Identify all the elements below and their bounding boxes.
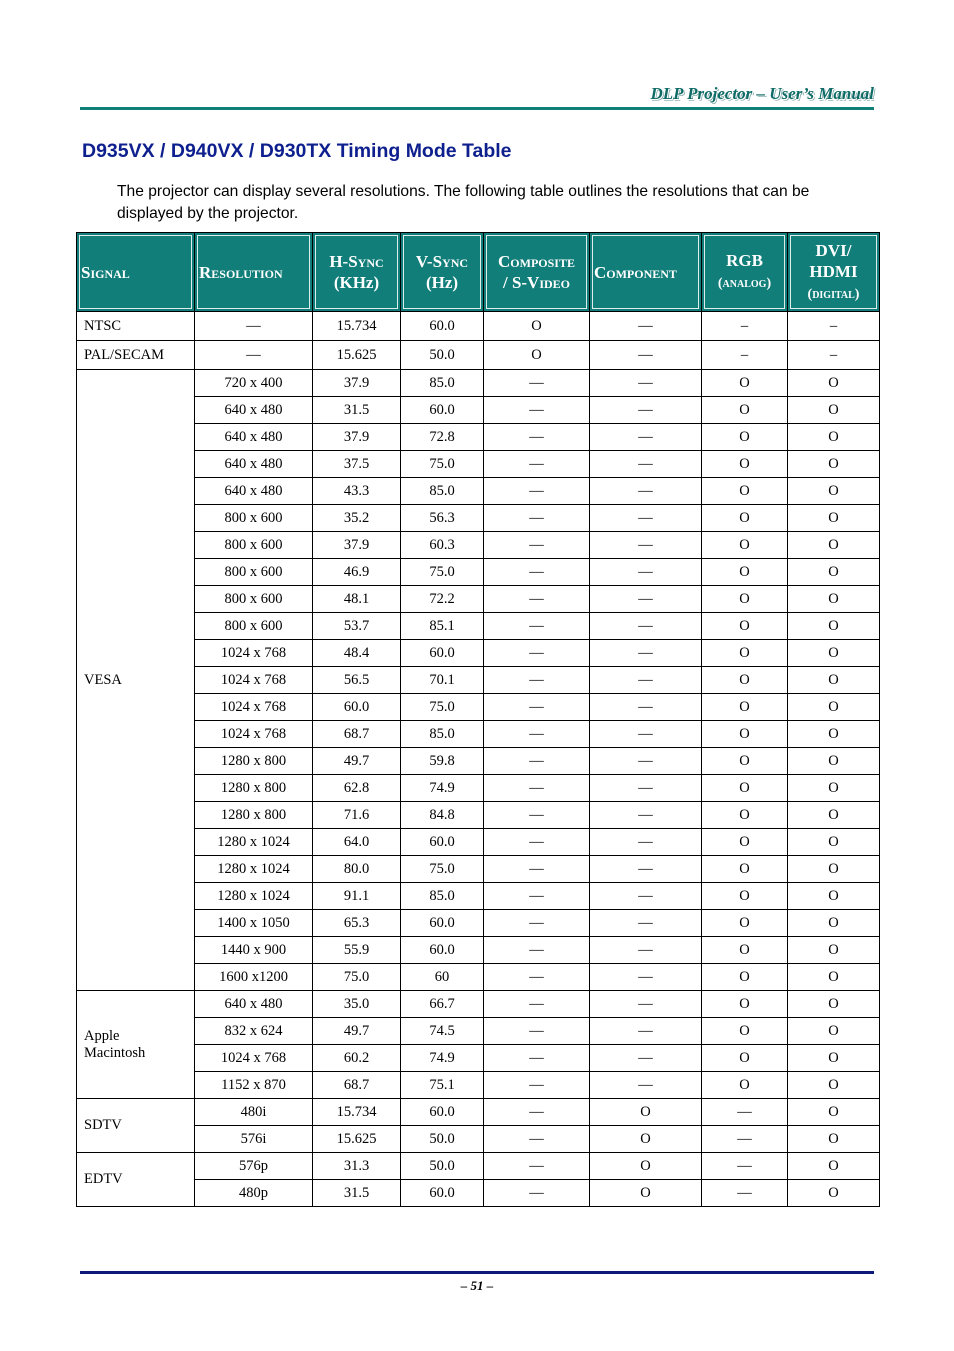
table-row [77,883,880,910]
cell-dvi-hdmi: O [788,991,880,1018]
cell-resolution: 640 x 480 [195,451,313,478]
cell-rgb: O [702,1018,788,1045]
cell-v-sync: 60.0 [401,1099,484,1126]
cell-component: — [590,937,702,964]
cell-h-sync: 49.7 [313,1018,401,1045]
cell-resolution: 576p [195,1153,313,1180]
table-row [77,1126,880,1153]
cell-rgb: O [702,559,788,586]
cell-component: — [590,312,702,341]
cell-component: — [590,883,702,910]
table-row [77,721,880,748]
cell-resolution: 1280 x 800 [195,775,313,802]
cell-rgb: O [702,1045,788,1072]
cell-dvi-hdmi: O [788,1045,880,1072]
cell-dvi-hdmi: O [788,667,880,694]
cell-signal: EDTV [77,1153,195,1207]
timing-mode-table [76,232,880,1207]
table-row [77,1099,880,1126]
cell-component: — [590,964,702,991]
table-row [77,424,880,451]
cell-rgb: O [702,856,788,883]
cell-component: — [590,532,702,559]
cell-dvi-hdmi: O [788,883,880,910]
cell-composite: — [484,424,590,451]
cell-dvi-hdmi: O [788,505,880,532]
header-h-sync: H-Sync (KHz) [313,233,401,312]
cell-dvi-hdmi: O [788,802,880,829]
cell-v-sync: 85.1 [401,613,484,640]
cell-composite: O [484,312,590,341]
header-signal: Signal [77,233,195,312]
cell-resolution: 800 x 600 [195,613,313,640]
cell-resolution: 640 x 480 [195,991,313,1018]
cell-v-sync: 56.3 [401,505,484,532]
cell-v-sync: 60.0 [401,937,484,964]
cell-rgb: O [702,964,788,991]
cell-resolution: 1280 x 1024 [195,829,313,856]
cell-v-sync: 50.0 [401,1153,484,1180]
cell-rgb: — [702,1180,788,1207]
cell-composite: — [484,532,590,559]
cell-h-sync: 75.0 [313,964,401,991]
cell-h-sync: 37.5 [313,451,401,478]
cell-h-sync: 48.4 [313,640,401,667]
table-row [77,802,880,829]
cell-h-sync: 15.734 [313,312,401,341]
cell-v-sync: 75.0 [401,451,484,478]
cell-component: — [590,856,702,883]
table-row [77,667,880,694]
cell-resolution: 1600 x1200 [195,964,313,991]
cell-resolution: 1440 x 900 [195,937,313,964]
cell-component: — [590,667,702,694]
cell-resolution: 1400 x 1050 [195,910,313,937]
cell-composite: — [484,1099,590,1126]
cell-dvi-hdmi: O [788,964,880,991]
cell-h-sync: 37.9 [313,424,401,451]
cell-resolution: 1024 x 768 [195,694,313,721]
cell-composite: — [484,991,590,1018]
table-row [77,586,880,613]
cell-h-sync: 56.5 [313,667,401,694]
cell-h-sync: 60.2 [313,1045,401,1072]
cell-component: — [590,586,702,613]
cell-v-sync: 85.0 [401,370,484,397]
cell-h-sync: 68.7 [313,1072,401,1099]
cell-v-sync: 60.0 [401,312,484,341]
cell-h-sync: 35.0 [313,991,401,1018]
cell-composite: — [484,829,590,856]
cell-dvi-hdmi: O [788,559,880,586]
cell-resolution: 1280 x 1024 [195,883,313,910]
cell-h-sync: 15.625 [313,1126,401,1153]
cell-resolution: — [195,312,313,341]
cell-signal: NTSC [77,312,195,341]
cell-component: — [590,613,702,640]
table-row [77,341,880,370]
cell-rgb: O [702,802,788,829]
cell-component: O [590,1099,702,1126]
cell-component: O [590,1153,702,1180]
cell-composite: — [484,802,590,829]
cell-rgb: O [702,613,788,640]
cell-resolution: 480p [195,1180,313,1207]
cell-v-sync: 60 [401,964,484,991]
cell-v-sync: 75.0 [401,694,484,721]
cell-component: — [590,910,702,937]
cell-h-sync: 60.0 [313,694,401,721]
cell-dvi-hdmi: O [788,424,880,451]
cell-composite: — [484,1018,590,1045]
cell-rgb: O [702,1072,788,1099]
cell-rgb: O [702,829,788,856]
cell-composite: — [484,775,590,802]
cell-composite: — [484,694,590,721]
cell-v-sync: 74.9 [401,1045,484,1072]
cell-dvi-hdmi: O [788,1018,880,1045]
cell-dvi-hdmi: O [788,1099,880,1126]
cell-resolution: 720 x 400 [195,370,313,397]
cell-component: — [590,991,702,1018]
cell-component: — [590,721,702,748]
table-row [77,613,880,640]
cell-v-sync: 60.0 [401,910,484,937]
cell-resolution: 800 x 600 [195,559,313,586]
cell-composite: — [484,1126,590,1153]
cell-h-sync: 31.3 [313,1153,401,1180]
cell-resolution: 1280 x 1024 [195,856,313,883]
cell-h-sync: 49.7 [313,748,401,775]
cell-rgb: O [702,397,788,424]
cell-v-sync: 60.0 [401,829,484,856]
cell-composite: — [484,640,590,667]
cell-dvi-hdmi: – [788,312,880,341]
cell-h-sync: 91.1 [313,883,401,910]
cell-rgb: — [702,1099,788,1126]
cell-v-sync: 50.0 [401,1126,484,1153]
cell-rgb: O [702,478,788,505]
cell-h-sync: 62.8 [313,775,401,802]
table-row [77,640,880,667]
cell-component: — [590,1045,702,1072]
cell-rgb: O [702,694,788,721]
cell-resolution: 800 x 600 [195,505,313,532]
table-row [77,559,880,586]
cell-v-sync: 66.7 [401,991,484,1018]
cell-composite: — [484,478,590,505]
cell-component: — [590,694,702,721]
cell-resolution: 1280 x 800 [195,802,313,829]
cell-component: — [590,1072,702,1099]
cell-signal: VESA [77,370,195,991]
cell-rgb: O [702,586,788,613]
cell-component: — [590,829,702,856]
header-divider [80,107,874,110]
cell-rgb: O [702,910,788,937]
cell-component: — [590,802,702,829]
cell-v-sync: 59.8 [401,748,484,775]
table-row [77,748,880,775]
cell-composite: — [484,721,590,748]
cell-h-sync: 64.0 [313,829,401,856]
cell-dvi-hdmi: O [788,532,880,559]
cell-rgb: O [702,748,788,775]
cell-dvi-hdmi: O [788,856,880,883]
cell-h-sync: 68.7 [313,721,401,748]
cell-dvi-hdmi: O [788,586,880,613]
cell-v-sync: 60.0 [401,397,484,424]
header-dvi-hdmi: DVI/ HDMI (digital) [788,233,880,312]
table-row [77,775,880,802]
cell-dvi-hdmi: O [788,478,880,505]
cell-composite: — [484,910,590,937]
cell-component: — [590,748,702,775]
cell-rgb: O [702,370,788,397]
cell-dvi-hdmi: O [788,451,880,478]
cell-v-sync: 60.0 [401,1180,484,1207]
cell-dvi-hdmi: O [788,721,880,748]
cell-v-sync: 85.0 [401,721,484,748]
header-resolution: Resolution [195,233,313,312]
table-row [77,1153,880,1180]
cell-rgb: – [702,341,788,370]
cell-v-sync: 74.9 [401,775,484,802]
cell-composite: — [484,505,590,532]
cell-resolution: — [195,341,313,370]
cell-component: — [590,451,702,478]
cell-composite: — [484,613,590,640]
cell-resolution: 1024 x 768 [195,667,313,694]
cell-signal: Apple Macintosh [77,991,195,1099]
cell-v-sync: 60.3 [401,532,484,559]
cell-v-sync: 72.8 [401,424,484,451]
cell-resolution: 640 x 480 [195,424,313,451]
cell-rgb: – [702,312,788,341]
table-row [77,478,880,505]
cell-rgb: O [702,721,788,748]
cell-h-sync: 80.0 [313,856,401,883]
cell-resolution: 1152 x 870 [195,1072,313,1099]
table-row [77,937,880,964]
table-body [77,312,880,1207]
cell-dvi-hdmi: O [788,370,880,397]
cell-h-sync: 43.3 [313,478,401,505]
table-row [77,991,880,1018]
cell-dvi-hdmi: O [788,640,880,667]
table-row [77,397,880,424]
cell-v-sync: 75.1 [401,1072,484,1099]
cell-rgb: O [702,505,788,532]
table-row [77,451,880,478]
cell-dvi-hdmi: O [788,397,880,424]
table-row [77,694,880,721]
table-row [77,1072,880,1099]
header-v-sync: V-Sync (Hz) [401,233,484,312]
cell-resolution: 832 x 624 [195,1018,313,1045]
cell-rgb: — [702,1153,788,1180]
cell-signal: PAL/SECAM [77,341,195,370]
cell-composite: — [484,586,590,613]
cell-rgb: O [702,937,788,964]
cell-rgb: — [702,1126,788,1153]
table-header-row [77,233,880,312]
cell-h-sync: 31.5 [313,397,401,424]
cell-v-sync: 75.0 [401,559,484,586]
cell-h-sync: 53.7 [313,613,401,640]
cell-resolution: 800 x 600 [195,586,313,613]
cell-resolution: 640 x 480 [195,397,313,424]
cell-dvi-hdmi: O [788,775,880,802]
section-title: D935VX / D940VX / D930TX Timing Mode Table [82,140,512,162]
cell-v-sync: 72.2 [401,586,484,613]
cell-v-sync: 85.0 [401,478,484,505]
intro-paragraph: The projector can display several resolutions. The following table outlines the resolutions that can be displayed by the projector. [117,183,810,222]
cell-composite: — [484,667,590,694]
cell-dvi-hdmi: O [788,613,880,640]
table-row [77,910,880,937]
cell-component: — [590,341,702,370]
cell-h-sync: 48.1 [313,586,401,613]
cell-composite: — [484,748,590,775]
cell-v-sync: 60.0 [401,640,484,667]
cell-dvi-hdmi: O [788,748,880,775]
cell-composite: — [484,883,590,910]
cell-component: — [590,775,702,802]
cell-component: — [590,640,702,667]
cell-h-sync: 31.5 [313,1180,401,1207]
cell-dvi-hdmi: O [788,1180,880,1207]
cell-signal: SDTV [77,1099,195,1153]
cell-h-sync: 37.9 [313,370,401,397]
cell-component: O [590,1180,702,1207]
cell-component: — [590,370,702,397]
cell-resolution: 1024 x 768 [195,1045,313,1072]
cell-dvi-hdmi: O [788,1072,880,1099]
cell-h-sync: 37.9 [313,532,401,559]
cell-resolution: 576i [195,1126,313,1153]
cell-component: — [590,505,702,532]
cell-component: — [590,559,702,586]
cell-dvi-hdmi: – [788,341,880,370]
cell-dvi-hdmi: O [788,1153,880,1180]
cell-rgb: O [702,640,788,667]
cell-dvi-hdmi: O [788,910,880,937]
cell-resolution: 1024 x 768 [195,721,313,748]
cell-v-sync: 84.8 [401,802,484,829]
cell-component: — [590,1018,702,1045]
table-row [77,505,880,532]
footer-divider [80,1271,874,1274]
table-row [77,856,880,883]
cell-h-sync: 65.3 [313,910,401,937]
cell-rgb: O [702,883,788,910]
cell-rgb: O [702,991,788,1018]
cell-resolution: 1024 x 768 [195,640,313,667]
cell-composite: — [484,964,590,991]
cell-h-sync: 71.6 [313,802,401,829]
cell-v-sync: 85.0 [401,883,484,910]
table-row [77,1180,880,1207]
cell-resolution: 480i [195,1099,313,1126]
cell-composite: O [484,341,590,370]
cell-resolution: 640 x 480 [195,478,313,505]
cell-composite: — [484,937,590,964]
cell-component: — [590,424,702,451]
cell-rgb: O [702,424,788,451]
cell-h-sync: 46.9 [313,559,401,586]
cell-composite: — [484,370,590,397]
cell-dvi-hdmi: O [788,829,880,856]
cell-composite: — [484,397,590,424]
cell-composite: — [484,451,590,478]
cell-v-sync: 70.1 [401,667,484,694]
cell-rgb: O [702,451,788,478]
cell-dvi-hdmi: O [788,1126,880,1153]
table-row [77,1045,880,1072]
table-row [77,370,880,397]
cell-v-sync: 50.0 [401,341,484,370]
header-component: Component [590,233,702,312]
cell-h-sync: 55.9 [313,937,401,964]
header-title: DLP Projector – User’s Manual [650,84,874,103]
cell-composite: — [484,856,590,883]
cell-dvi-hdmi: O [788,694,880,721]
header-rgb: RGB (analog) [702,233,788,312]
cell-h-sync: 15.625 [313,341,401,370]
cell-rgb: O [702,775,788,802]
table-row [77,829,880,856]
table-row [77,312,880,341]
cell-dvi-hdmi: O [788,937,880,964]
cell-component: — [590,397,702,424]
table-row [77,1018,880,1045]
cell-h-sync: 15.734 [313,1099,401,1126]
cell-component: — [590,478,702,505]
cell-composite: — [484,1045,590,1072]
cell-rgb: O [702,532,788,559]
cell-component: O [590,1126,702,1153]
cell-composite: — [484,1180,590,1207]
cell-resolution: 1280 x 800 [195,748,313,775]
cell-v-sync: 74.5 [401,1018,484,1045]
cell-resolution: 800 x 600 [195,532,313,559]
cell-h-sync: 35.2 [313,505,401,532]
table-row [77,964,880,991]
cell-rgb: O [702,667,788,694]
cell-composite: — [484,559,590,586]
cell-composite: — [484,1153,590,1180]
cell-composite: — [484,1072,590,1099]
cell-v-sync: 75.0 [401,856,484,883]
header-composite: Composite / S-Video [484,233,590,312]
page-number: – 51 – [460,1278,494,1293]
table-row [77,532,880,559]
